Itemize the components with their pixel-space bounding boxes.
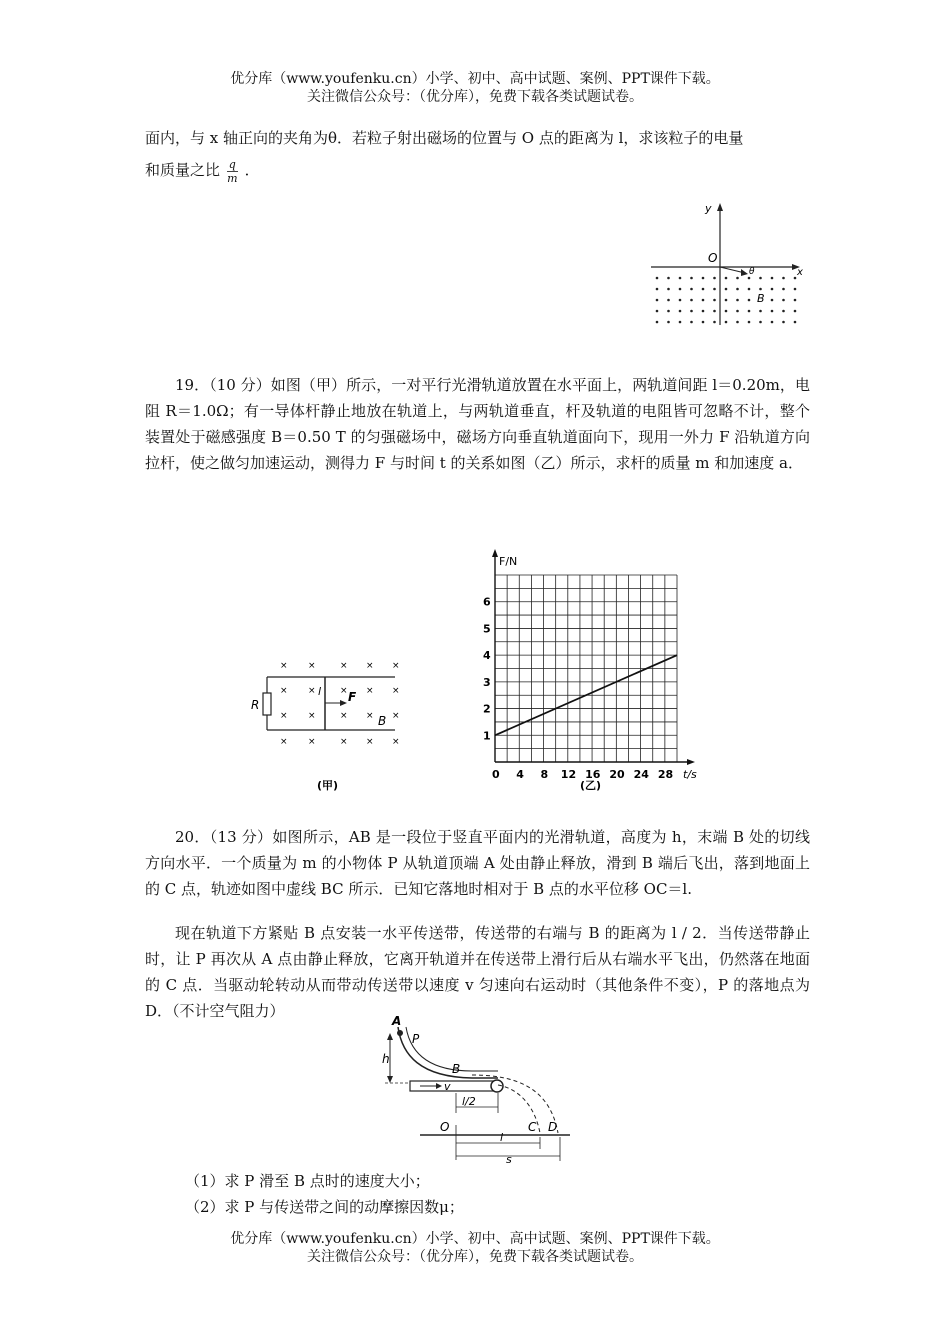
field-dot — [725, 310, 728, 313]
field-dot — [771, 277, 774, 280]
field-dot — [690, 321, 693, 324]
field-cross-icon: × — [392, 737, 400, 747]
field-dot — [656, 288, 659, 291]
field-dot — [656, 310, 659, 313]
field-dot — [690, 277, 693, 280]
field-dot — [690, 288, 693, 291]
field-cross-icon: × — [366, 711, 374, 721]
field-dot — [679, 321, 682, 324]
q18-line-2 — [145, 157, 810, 185]
point-c-label: C — [528, 1120, 537, 1134]
point-a-label: A — [392, 1015, 402, 1028]
y-tick-label: 4 — [483, 649, 491, 663]
field-cross-icon: × — [308, 661, 316, 671]
field-dot — [794, 288, 797, 291]
field-dot — [771, 299, 774, 302]
point-b-label: B — [452, 1062, 461, 1076]
field-dot — [771, 321, 774, 324]
field-cross-icon: × — [366, 686, 374, 696]
page-footer — [0, 1230, 950, 1266]
field-dot — [667, 299, 670, 302]
field-dot — [782, 277, 785, 280]
point-d-label: D — [548, 1120, 558, 1134]
s-label: s — [506, 1153, 512, 1165]
resistor-label: R — [251, 698, 260, 712]
field-cross-icon: × — [392, 661, 400, 671]
field-dot — [713, 277, 716, 280]
y-tick-label: 2 — [483, 702, 491, 716]
caption-yi: (乙) — [580, 779, 602, 792]
footer-line-1: 优分库（www.youfenku.cn）小学、初中、高中试题、案例、PPT课件下载。 — [230, 1231, 720, 1247]
field-dot — [771, 310, 774, 313]
y-axis-label: F/N — [499, 555, 518, 568]
force-label: F — [348, 690, 357, 704]
field-dot — [782, 310, 785, 313]
footer-line-2: 关注微信公众号：（优分库），免费下载各类试题试卷。 — [307, 1249, 643, 1265]
height-label: h — [382, 1052, 390, 1066]
fig-yi-chart — [470, 545, 710, 795]
page-header — [0, 70, 950, 106]
header-line-1: 优分库（www.youfenku.cn）小学、初中、高中试题、案例、PPT课件下载。 — [230, 71, 720, 87]
field-dot — [713, 310, 716, 313]
q20-para-1: 20．（13 分）如图所示，AB 是一段位于竖直平面内的光滑轨道，高度为 h，末端 B 处的切线方向水平．一个质量为 m 的小物体 P 从轨道顶端 A 处由静止释放，滑到 B 端后飞出，落到地面上的 C 点，轨迹如图中虚线 BC 所示．已知它落地时相对于 B 点的水平位移 OC＝l. — [145, 828, 810, 898]
field-dot — [794, 310, 797, 313]
x-tick-label: 0 — [492, 768, 500, 781]
q20-sub-1: （1）求 P 滑至 B 点时的速度大小； — [185, 1172, 430, 1190]
field-cross-icon: × — [366, 661, 374, 671]
field-cross-icon: × — [340, 661, 348, 671]
field-dot — [748, 288, 751, 291]
point-o-label: O — [440, 1120, 450, 1134]
belt-velocity-label: v — [444, 1080, 451, 1093]
field-dot — [679, 277, 682, 280]
field-cross-icon: × — [308, 711, 316, 721]
field-dot — [748, 310, 751, 313]
force-arrow-icon — [340, 700, 347, 706]
q18-text — [145, 125, 810, 185]
field-dot — [794, 299, 797, 302]
rail-spacing-label: l — [318, 685, 322, 698]
field-dot — [667, 288, 670, 291]
q18-line-1: 面内，与 x 轴正向的夹角为θ．若粒子射出磁场的位置与 O 点的距离为 l，求该粒子的电量 — [145, 129, 744, 147]
x-tick-label: 16 — [585, 768, 601, 781]
y-tick-label: 1 — [483, 729, 491, 743]
field-dot — [702, 321, 705, 324]
field-dot — [794, 321, 797, 324]
field-dot — [782, 288, 785, 291]
resistor — [263, 693, 271, 715]
fig-jia — [245, 655, 415, 795]
y-tick-label: 3 — [483, 675, 491, 689]
field-dot — [667, 321, 670, 324]
field-label-jia: B — [378, 714, 387, 728]
y-axis-arrow-icon — [492, 549, 498, 557]
field-dot — [702, 288, 705, 291]
field-dot — [736, 299, 739, 302]
chart-ticks — [483, 596, 673, 781]
field-dot — [667, 310, 670, 313]
q20-sub-2: （2）求 P 与传送带之间的动摩擦因数μ； — [185, 1198, 464, 1216]
x-tick-label: 24 — [633, 768, 649, 781]
height-arrow-up-icon — [387, 1033, 393, 1040]
caption-jia: (甲) — [317, 779, 339, 792]
field-dot — [759, 310, 762, 313]
height-arrow-down-icon — [387, 1076, 393, 1083]
field-cross-icon: × — [340, 737, 348, 747]
field-cross-icon: × — [280, 737, 288, 747]
x-axis-arrow-icon — [687, 759, 695, 765]
field-dot — [748, 321, 751, 324]
field-dot — [736, 321, 739, 324]
field-crosses — [280, 661, 400, 747]
field-dot — [725, 299, 728, 302]
field-dot — [713, 288, 716, 291]
field-cross-icon: × — [280, 711, 288, 721]
field-dot — [656, 277, 659, 280]
field-dot — [725, 288, 728, 291]
field-cross-icon: × — [280, 686, 288, 696]
field-dot — [725, 277, 728, 280]
x-tick-label: 8 — [540, 768, 549, 781]
field-cross-icon: × — [308, 686, 316, 696]
field-dot — [679, 288, 682, 291]
field-dot — [667, 277, 670, 280]
field-dot — [759, 321, 762, 324]
field-dot — [702, 277, 705, 280]
field-cross-icon: × — [340, 711, 348, 721]
field-label: B — [757, 292, 765, 305]
field-dots — [656, 277, 797, 324]
field-cross-icon: × — [308, 737, 316, 747]
field-dot — [782, 299, 785, 302]
x-tick-label: 4 — [516, 768, 524, 781]
field-dot — [690, 310, 693, 313]
y-tick-label: 5 — [483, 622, 491, 636]
field-cross-icon: × — [392, 711, 400, 721]
field-dot — [759, 277, 762, 280]
half-l-label: l/2 — [462, 1095, 476, 1108]
origin-label: O — [708, 251, 718, 265]
angle-label: θ — [749, 267, 755, 277]
field-dot — [736, 277, 739, 280]
field-dot — [725, 321, 728, 324]
field-dot — [794, 277, 797, 280]
field-dot — [656, 321, 659, 324]
field-dot — [736, 288, 739, 291]
field-dot — [702, 299, 705, 302]
field-dot — [713, 299, 716, 302]
q-over-m-fraction — [227, 158, 238, 185]
y-axis-label: y — [705, 202, 712, 215]
field-dot — [702, 310, 705, 313]
fraction-denominator: m — [227, 171, 238, 185]
l-label: l — [500, 1131, 504, 1144]
header-line-2: 关注微信公众号：（优分库），免费下载各类试题试卷。 — [307, 89, 643, 105]
q18-field-figure — [645, 200, 810, 330]
field-dot — [782, 321, 785, 324]
q18-line-2-suffix: ． — [244, 161, 260, 179]
q18-line-2-prefix: 和质量之比 — [145, 161, 221, 179]
field-cross-icon: × — [366, 737, 374, 747]
y-axis-arrow-icon — [717, 203, 723, 211]
q20-figure — [380, 1015, 575, 1165]
velocity-arrow-icon — [741, 269, 748, 276]
x-tick-label: 20 — [609, 768, 625, 781]
y-tick-label: 6 — [483, 595, 491, 609]
field-cross-icon: × — [340, 686, 348, 696]
field-dot — [656, 299, 659, 302]
object-p — [397, 1030, 403, 1036]
fraction-numerator: q — [228, 157, 236, 171]
field-dot — [748, 277, 751, 280]
field-dot — [759, 288, 762, 291]
x-axis-label: t/s — [683, 768, 697, 781]
field-dot — [771, 288, 774, 291]
x-tick-label: 28 — [657, 768, 674, 781]
object-p-label: P — [412, 1032, 420, 1046]
field-dot — [713, 321, 716, 324]
field-cross-icon: × — [280, 661, 288, 671]
chart-grid — [495, 575, 677, 762]
field-dot — [679, 310, 682, 313]
field-dot — [679, 299, 682, 302]
field-dot — [748, 299, 751, 302]
q19-text: 19．（10 分）如图（甲）所示，一对平行光滑轨道放置在水平面上，两轨道间距 l＝0.20m，电阻 R＝1.0Ω；有一导体杆静止地放在轨道上，与两轨道垂直，杆及轨道的电阻皆可忽略不计，整个装置处于磁感强度 B＝0.50 T 的匀强磁场中，磁场方向垂直轨道面向下，现用一外力 F 沿轨道方向拉杆，使之做匀加速运动，测得力 F 与时间 t 的关系如图（乙）所示，求杆的质量 m 和加速度 a． — [145, 376, 810, 472]
field-cross-icon: × — [392, 686, 400, 696]
x-axis-label: x — [797, 267, 803, 278]
q20-para-2: 现在轨道下方紧贴 B 点安装一水平传送带，传送带的右端与 B 的距离为 l / 2．当传送带静止时，让 P 再次从 A 点由静止释放，它离开轨道并在传送带上滑行后从右端水平飞出，仍然落在地面的 C 点．当驱动轮转动从而带动传送带以速度 v 匀速向右运动时（其他条件不变），P 的落地点为 D．（不计空气阻力） — [145, 924, 810, 1020]
field-dot — [690, 299, 693, 302]
x-tick-label: 12 — [560, 768, 577, 781]
field-dot — [736, 310, 739, 313]
